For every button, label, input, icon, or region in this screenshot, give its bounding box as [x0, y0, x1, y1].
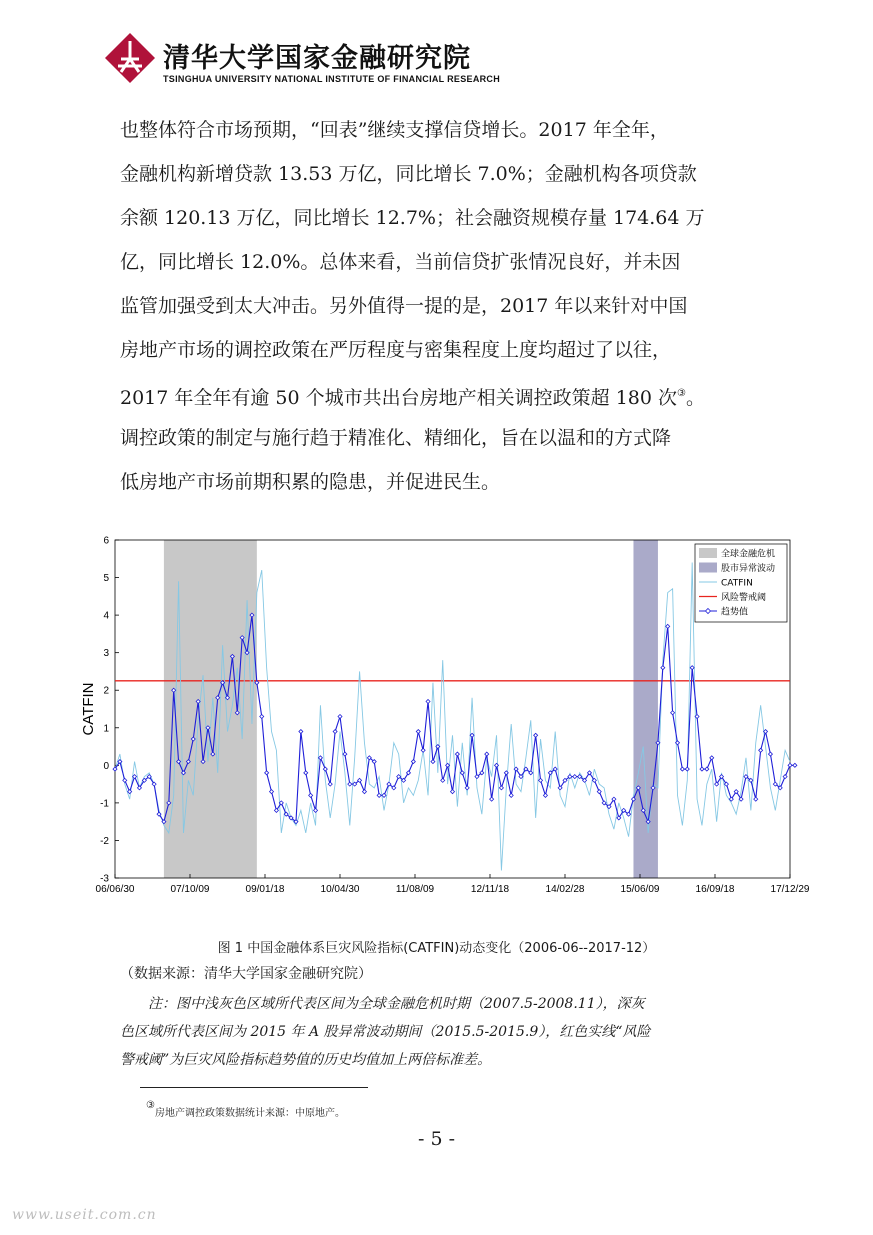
- y-tick-label: 1: [103, 723, 109, 735]
- trend-point: [685, 767, 689, 771]
- y-tick-label: 6: [103, 535, 109, 547]
- footnote-marker[interactable]: ③: [677, 388, 686, 399]
- trend-point: [348, 782, 352, 786]
- y-axis-label: CATFIN: [80, 682, 97, 736]
- trend-point: [573, 775, 577, 779]
- trend-point: [411, 760, 415, 764]
- note-line: 色区域所代表区间为 2015 年 A 股异常波动期间（2015.5-2015.9），红色实线“风险: [120, 1024, 651, 1040]
- figure-note: [120, 990, 770, 1074]
- x-tick-label: 06/06/30: [95, 884, 135, 895]
- trend-point: [534, 733, 538, 737]
- y-tick-label: -1: [100, 798, 109, 810]
- trend-point: [455, 752, 459, 756]
- figure-caption: 图 1 中国金融体系巨灾风险指标(CATFIN)动态变化（2006-06--2017-12）: [217, 941, 656, 956]
- trend-point: [451, 790, 455, 794]
- trend-point: [431, 760, 435, 764]
- trend-point: [666, 624, 670, 628]
- body-line: 监管加强受到太大冲击。另外值得一提的是，2017 年以来针对中国: [120, 295, 688, 317]
- body-line: 亿，同比增长 12.0%。总体来看，当前信贷扩张情况良好，并未因: [120, 251, 681, 273]
- trend-point: [680, 767, 684, 771]
- trend-point: [338, 715, 342, 719]
- legend-label: 趋势值: [721, 607, 749, 618]
- institute-logo: [104, 32, 156, 84]
- trend-point: [759, 748, 763, 752]
- x-tick-label: 15/06/09: [620, 884, 660, 895]
- trend-point: [299, 730, 303, 734]
- y-tick-label: 5: [103, 573, 109, 585]
- trend-point: [754, 797, 758, 801]
- trend-point: [318, 756, 322, 760]
- note-line: 注：图中浅灰色区域所代表区间为全球金融危机时期（2007.5-2008.11），深灰: [148, 996, 645, 1012]
- footnote: [146, 1100, 345, 1119]
- trend-point: [768, 752, 772, 756]
- legend-label: 股市异常波动: [721, 564, 776, 574]
- watermark: www.useit.com.cn: [12, 1207, 157, 1223]
- body-line: 也整体符合市场预期，“回表”继续支撑信贷增长。2017 年全年，: [120, 119, 669, 141]
- trend-point: [416, 730, 420, 734]
- body-line-with-footnote: [120, 372, 760, 416]
- trend-point: [671, 711, 675, 715]
- x-tick-label: 07/10/09: [170, 884, 210, 895]
- trend-point: [123, 778, 127, 782]
- trend-point: [441, 778, 445, 782]
- trend-point: [597, 790, 601, 794]
- footnote-number: ③: [146, 1100, 155, 1111]
- body-line: 2017 年全年有逾 50 个城市共出台房地产相关调控政策超 180 次: [120, 387, 677, 409]
- y-tick-label: 4: [103, 610, 109, 622]
- x-tick-label: 11/08/09: [395, 884, 435, 895]
- trend-point: [304, 771, 308, 775]
- body-line-tail: 。: [685, 387, 705, 409]
- trend-point: [700, 767, 704, 771]
- trend-point: [328, 782, 332, 786]
- legend-label: 全球金融危机: [721, 549, 776, 560]
- legend-label: 风险警戒阈: [721, 593, 767, 603]
- footnote-divider: [140, 1087, 368, 1088]
- legend-swatch: [699, 548, 717, 558]
- trend-point: [499, 786, 503, 790]
- trend-point: [382, 793, 386, 797]
- trend-point: [270, 790, 274, 794]
- trend-point: [362, 790, 366, 794]
- footnote-text: 房地产调控政策数据统计来源：中原地产。: [154, 1108, 345, 1119]
- x-tick-label: 12/11/18: [470, 884, 510, 895]
- legend-swatch: [699, 563, 717, 573]
- trend-point: [485, 752, 489, 756]
- y-tick-label: -3: [100, 873, 109, 885]
- trend-point: [788, 763, 792, 767]
- body-line: 余额 120.13 万亿，同比增长 12.7%；社会融资规模存量 174.64 万: [120, 207, 705, 229]
- trend-point: [705, 767, 709, 771]
- trend-point: [793, 763, 797, 767]
- y-tick-label: 0: [103, 760, 109, 772]
- body-line: 低房地产市场前期积累的隐患，并促进民生。: [120, 471, 501, 493]
- x-tick-label: 16/09/18: [695, 884, 735, 895]
- y-tick-label: -2: [100, 835, 109, 847]
- data-source: （数据来源：清华大学国家金融研究院）: [120, 966, 372, 982]
- legend: [695, 544, 787, 622]
- x-tick-label: 17/12/29: [770, 884, 810, 895]
- body-line: 金融机构新增贷款 13.53 万亿，同比增长 7.0%；金融机构各项贷款: [120, 163, 697, 185]
- x-tick-label: 10/04/30: [320, 884, 360, 895]
- org-name-en: TSINGHUA UNIVERSITY NATIONAL INSTITUTE OF FINANCIAL RESEARCH: [163, 74, 501, 84]
- shaded-region: [633, 540, 657, 878]
- org-name-cn: 清华大学国家金融研究院: [163, 43, 471, 74]
- note-line: 警戒阈”为巨灾风险指标趋势值的历史均值加上两倍标准差。: [120, 1052, 492, 1068]
- trend-point: [543, 793, 547, 797]
- trend-point: [465, 786, 469, 790]
- trend-point: [314, 808, 318, 812]
- trend-point: [661, 666, 665, 670]
- trend-point: [260, 715, 264, 719]
- trend-point: [783, 775, 787, 779]
- y-tick-label: 2: [103, 685, 109, 697]
- body-paragraph: [120, 108, 760, 504]
- trend-point: [426, 699, 430, 703]
- trend-point: [323, 767, 327, 771]
- trend-point: [333, 730, 337, 734]
- trend-point: [309, 793, 313, 797]
- body-line: 房地产市场的调控政策在严厉程度与密集程度上度均超过了以往，: [120, 339, 672, 361]
- trend-point: [509, 793, 513, 797]
- catfin-chart: [75, 530, 825, 900]
- trend-point: [265, 771, 269, 775]
- trend-point: [539, 778, 543, 782]
- page-number: - 5 -: [417, 1128, 455, 1150]
- trend-point: [343, 752, 347, 756]
- x-tick-label: 14/02/28: [545, 884, 585, 895]
- trend-point: [710, 756, 714, 760]
- trend-point: [690, 666, 694, 670]
- trend-point: [377, 793, 381, 797]
- legend-label: CATFIN: [721, 578, 753, 589]
- trend-point: [421, 748, 425, 752]
- trend-point: [460, 771, 464, 775]
- x-tick-label: 09/01/18: [245, 884, 285, 895]
- trend-point: [490, 797, 494, 801]
- y-tick-label: 3: [103, 648, 109, 660]
- body-line: 调控政策的制定与施行趋于精准化、精细化，旨在以温和的方式降: [120, 427, 672, 449]
